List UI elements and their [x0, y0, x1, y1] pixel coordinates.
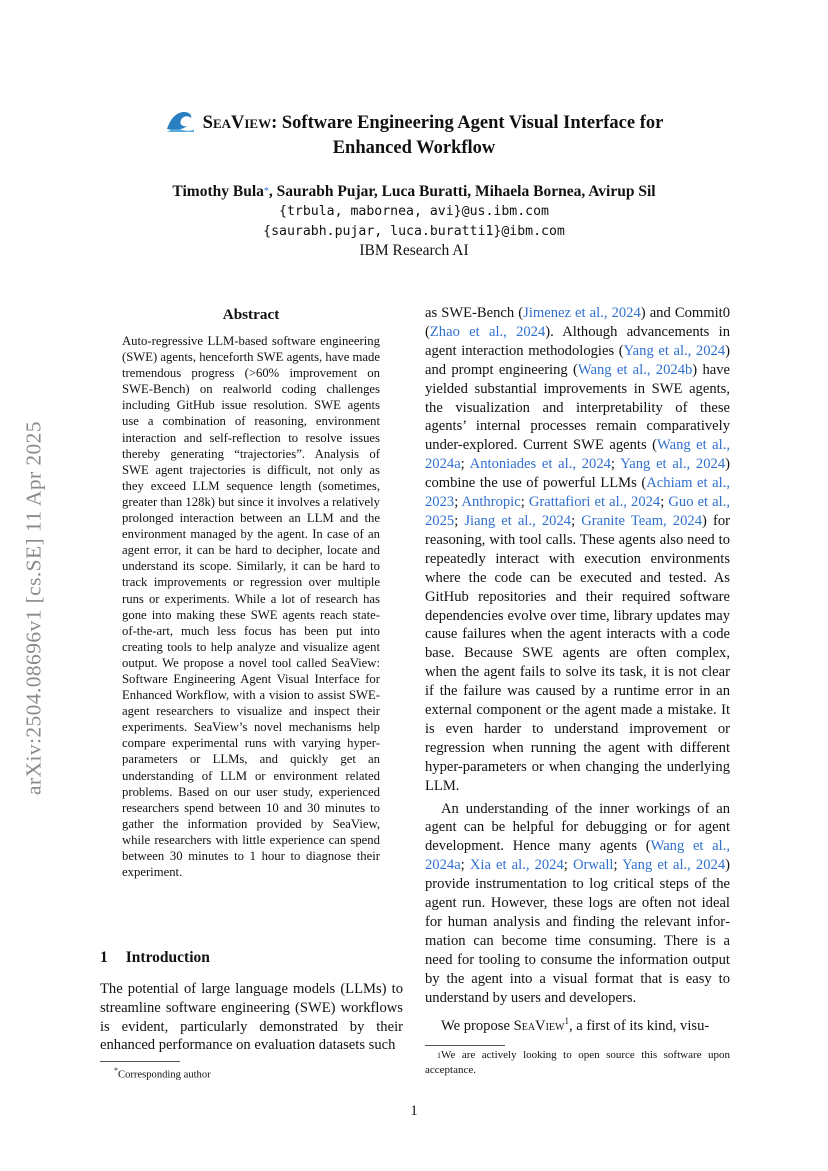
paragraph-motivation	[425, 800, 730, 1008]
email-line-1: {trbula, mabornea, avi}@us.ibm.com	[279, 204, 549, 219]
citation-link[interactable]: Zhao et al., 2024	[429, 323, 546, 340]
tool-name: SeaView	[202, 113, 272, 133]
arxiv-watermark	[14, 368, 54, 848]
separator: ;	[520, 494, 529, 511]
paragraph-proposal	[425, 1012, 730, 1036]
email-line-2: {saurabh.pujar, luca.buratti1}@ibm.com	[263, 223, 565, 239]
abstract-heading: Abstract	[222, 306, 280, 323]
citation-link[interactable]: Guo et al., 2025	[425, 494, 731, 529]
footnote-open-source	[425, 1048, 730, 1078]
section-heading-introduction	[100, 949, 210, 967]
text-run: as SWE-Bench (	[425, 305, 524, 321]
separator: ;	[610, 456, 621, 473]
citation-link[interactable]: Grattafiori et al., 2024	[528, 494, 661, 511]
footnote-marker-link[interactable]: 1	[564, 1015, 569, 1026]
right-column	[425, 304, 730, 1035]
citation-link[interactable]: Yang et al., 2024	[620, 456, 726, 473]
citation-link[interactable]: Yang et al., 2024	[623, 342, 726, 359]
citation-link[interactable]: Wang et al., 2024b	[577, 361, 693, 378]
text-run: , a first of its kind, visu-	[568, 1017, 710, 1034]
separator: ;	[613, 857, 623, 874]
footnote-corresponding	[114, 1064, 211, 1082]
author-list	[100, 181, 728, 202]
section-number: 1	[100, 949, 108, 966]
affiliation: IBM Research AI	[359, 242, 469, 259]
citation-link[interactable]: Wang et al., 2024a	[425, 437, 730, 473]
citation-link[interactable]: Orwall	[572, 857, 614, 874]
citation-link[interactable]: Achiam et al., 2023	[425, 475, 731, 511]
title-rest: : Software Engineering Agent Visual Interface for	[271, 113, 664, 133]
text-run: ) have yielded substantial improvements in SWE agents, the visualization and interpretability of these agents’ internal processes remain comparatively under-explored. Current SWE agents (	[425, 361, 731, 454]
abstract-text: Auto-regressive LLM-based software engineering (SWE) agents, henceforth SWE agents, have made tremendous progress (>60% improvement on SWE-Bench) on realworld coding challenges including GitHub issue resolution. SWE agents use a combination of reasoning, environment interaction and self-reflection to resolve issues thereby generating “trajectories”. Analysis of SWE agent trajectories is difficult, not only as they exceed LLM sequence length (sometimes, greater than 128k) but since it involves a relatively prolonged interaction between an LLM and the environment managed by the agent. In case of an agent error, it can be hard to decipher, locate and understand its scope. Similarly, it can be hard to track improvements or regression over multiple runs or experiments. While a lot of research has gone into making these SWE agents reach state-of-the-art, much less focus has been put into creating tools to help analyze and visualize agent output. We propose a novel tool called SeaView: Software Engineering Agent Visual Interface for Enhanced Workflow, with a vision to assist SWE-agent researchers to visualize and inspect their experiments. SeaView’s novel mechanisms help compare experimental runs with varying hyper-parameters or LLMs, and quickly get an understanding of LLM or environment related problems. Based on our user study, experienced researchers spend between 10 and 30 minutes to gather the information provided by SeaView, while researchers with little experience can spend between 30 minutes to 1 hour to diagnose their experiment.	[122, 334, 380, 880]
corresponding-mark: *	[263, 186, 269, 197]
citation-link[interactable]: Yang et al., 2024	[622, 857, 726, 874]
text-run: ) provide instrumentation to log critical steps of the agent run. However, these logs are often not ideal for human analysis and finding the relevant information can become time consuming. There is a need for tooling to consume the information output by the agent into a visual format that is easy to understand by users and developers.	[425, 857, 730, 1006]
separator: ;	[563, 857, 573, 874]
footnote-mark: *	[114, 1066, 118, 1075]
page-number: 1	[410, 1103, 418, 1119]
citation-link[interactable]: Granite Team, 2024	[581, 512, 702, 529]
separator: ;	[460, 456, 470, 473]
citation-link[interactable]: Wang et al., 2024a	[425, 838, 730, 874]
title-line-1	[100, 108, 728, 136]
separator: ;	[454, 512, 465, 529]
text-run: ). Although advancements in agent interaction methodologies (	[425, 323, 730, 359]
tool-name: SeaView	[513, 1017, 565, 1034]
text-run: ) and prompt engineering (	[425, 342, 730, 378]
paragraph-related-work	[425, 304, 730, 796]
authors-block	[100, 181, 728, 261]
footnote-text: Corresponding author	[118, 1069, 211, 1081]
citation-link[interactable]: Xia et al., 2024	[469, 857, 564, 874]
title-line-2: Enhanced Workflow	[332, 138, 496, 158]
separator: ;	[660, 494, 669, 511]
citation-link[interactable]: Antoniades et al., 2024	[469, 456, 611, 473]
footnote-rule-left	[100, 1061, 180, 1062]
paper-title	[100, 108, 728, 160]
text-run: We propose	[441, 1017, 514, 1034]
wave-logo-icon	[165, 108, 195, 132]
citation-link[interactable]: Jimenez et al., 2024	[523, 305, 641, 321]
text-run: ) combine the use of powerful LLMs (	[425, 456, 730, 492]
section-title: Introduction	[125, 949, 210, 966]
footnote-text: We are actively looking to open source this software upon acceptance.	[425, 1049, 730, 1076]
intro-paragraph: The potential of large language models (LLMs) to streamline software engineering (SWE) workflows is evident, particularly demonstrated by their enhanced performance on evaluation datasets such	[100, 981, 403, 1054]
text-run: An understanding of the inner workings of an agent can be helpful for debugging or for agent development. Hence many agents (	[425, 800, 730, 855]
other-authors: , Saurabh Pujar, Luca Buratti, Mihaela Bornea, Avirup Sil	[268, 183, 656, 200]
first-author: Timothy Bula	[172, 183, 264, 200]
text-run: ) and Commit0 (	[425, 305, 731, 340]
text-run: ) for reasoning, with tool calls. These agents also need to repeatedly interact with execution environments where the code can be executed and tested. As GitHub repositories and their required software dependencies evolve over time, library updates may cause failures when the agent interacts with a code base. Because SWE agents are often complex, when the agent fails to solve its task, it is not clear if the failure was caused by a runtime error in an external component or the agent made a mistake. It is even harder to understand improvement or regression when running the agent with different hyper-parameters or when changing the underlying LLM.	[425, 512, 730, 794]
separator: ;	[454, 494, 462, 511]
arxiv-id: arXiv:2504.08696v1 [cs.SE] 11 Apr 2025	[21, 421, 46, 795]
footnote-number: 1	[437, 1051, 441, 1060]
citation-link[interactable]: Anthropic	[461, 494, 521, 511]
separator: ;	[460, 857, 470, 874]
separator: ;	[571, 512, 582, 529]
footnote-rule-right	[425, 1045, 505, 1046]
citation-link[interactable]: Jiang et al., 2024	[464, 512, 572, 529]
